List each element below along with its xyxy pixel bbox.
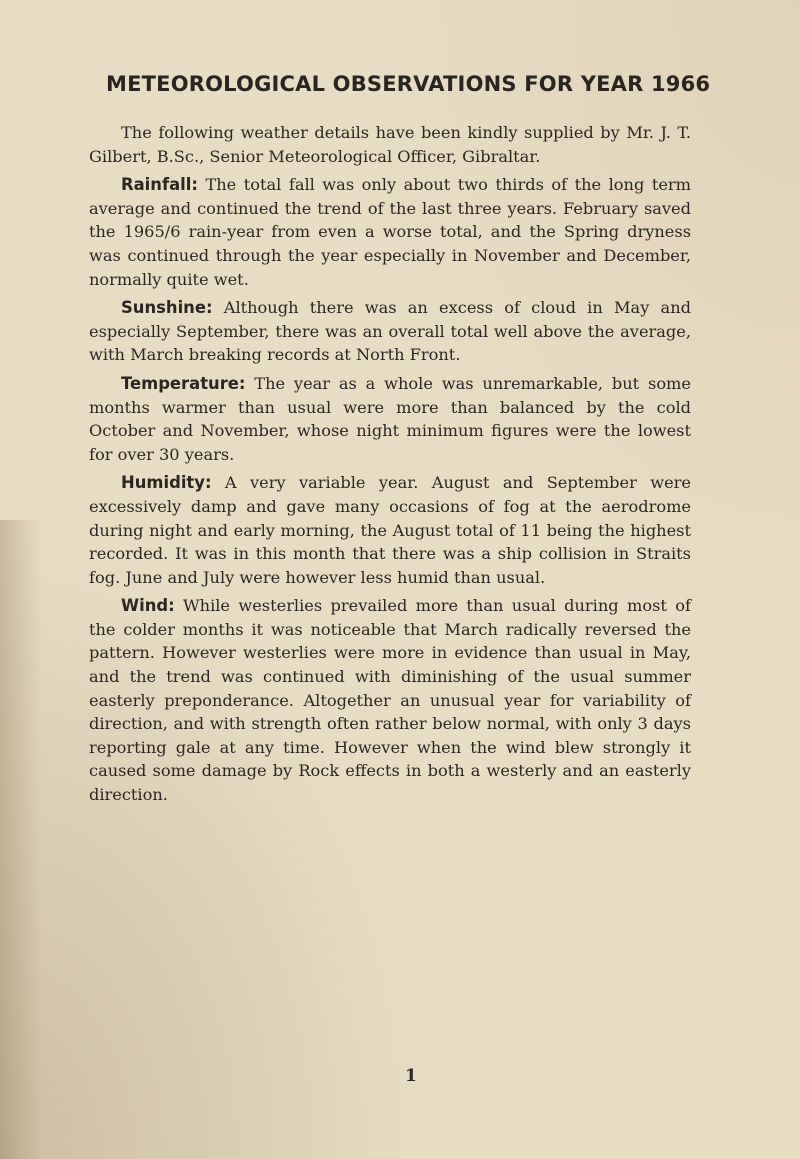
sunshine-text: Although there was an excess of cloud in May and especially September, there was an overall total well above the average, with March breaking records at North Front.	[89, 298, 691, 365]
wind-paragraph	[89, 594, 691, 806]
temperature-label: Temperature:	[121, 373, 246, 393]
rainfall-text: The total fall was only about two thirds of the long term average and continued the trend of the last three years. February saved the 1965/6 rain-year from even a worse total, and the Spring dryness was continued through the year especially in November and December, normally quite wet.	[89, 175, 691, 289]
document-body	[89, 121, 691, 812]
page-title: METEOROLOGICAL OBSERVATIONS FOR YEAR 1966	[106, 72, 711, 96]
humidity-text: A very variable year. August and September were excessively damp and gave many occasions of fog at the aerodrome during night and early morning, the August total of 11 being the highest recorded. It was in this month that there was a ship collision in Straits fog. June and July were however less humid than usual.	[89, 473, 691, 587]
sunshine-paragraph	[89, 296, 691, 367]
humidity-label: Humidity:	[121, 473, 212, 493]
rainfall-paragraph	[89, 173, 691, 291]
temperature-text: The year as a whole was unremarkable, but some months warmer than usual were more than balanced by the cold October and November, whose night minimum figures were the lowest for over 30 years.	[89, 373, 691, 464]
rainfall-label: Rainfall:	[121, 175, 198, 195]
page-number: 1	[405, 1066, 417, 1086]
humidity-paragraph	[89, 471, 691, 589]
wind-label: Wind:	[121, 596, 175, 616]
wind-text: While westerlies prevailed more than usual during most of the colder months it was noticeable that March radically reversed the pattern. However westerlies were more in evidence than usual in May, and the trend was continued with diminishing of the usual summer easterly preponderance. Altogether an unusual year for variability of direction, and with strength often rather below normal, with only 3 days reporting gale at any time. However when the wind blew strongly it caused some damage by Rock effects in both a westerly and an easterly direction.	[89, 596, 691, 805]
temperature-paragraph	[89, 372, 691, 466]
sunshine-label: Sunshine:	[121, 298, 213, 318]
intro-paragraph: The following weather details have been kindly supplied by Mr. J. T. Gilbert, B.Sc., Senior Meteorological Officer, Gibraltar.	[89, 123, 691, 166]
page-shadow	[0, 520, 42, 1159]
